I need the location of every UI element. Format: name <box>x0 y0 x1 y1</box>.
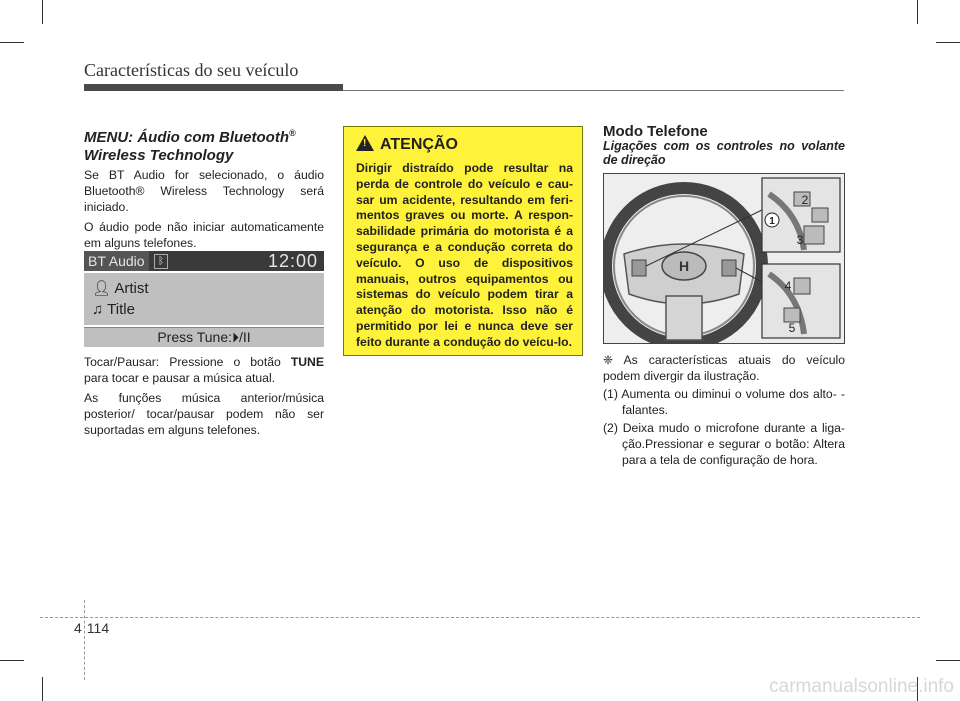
warning-text: Dirigir distraído pode resultar na perda de controle do veículo e cau-sar um acidente, resultando em feri-mentos graves ou morte. A respon-sabilidade primária do motorista é a segurança e a condução correta do veículo. O uso de dispositivos manuais, outros equipamentos ou sistemas do veículo podem tirar a atenção do motorista. Isso não é permitido por lei e nunca deve ser feito durante a condução do veícu-lo. <box>356 161 573 349</box>
page-number-value: 114 <box>86 620 110 636</box>
bluetooth-icon: ᛒ <box>154 254 168 269</box>
crop-mark <box>917 0 918 24</box>
callout-4: 4 <box>784 279 792 293</box>
title-label: Title <box>107 301 135 318</box>
callout-2: 2 <box>801 193 809 207</box>
press-tune-hint: Press Tune:⏵/II <box>84 327 324 347</box>
tune-paragraph <box>84 354 324 386</box>
note-item-1: (1) Aumenta ou diminui o volume dos alto- -falantes. <box>603 387 845 417</box>
tune-text-prefix: Tocar/Pausar: Pressione o botão <box>84 355 291 369</box>
bt-audio-label: BT Audio <box>84 251 149 271</box>
intro-paragraph: Se BT Audio for selecionado, o áudio Bluetooth® Wireless Technology será iniciado. <box>84 168 324 214</box>
screen-status-bar <box>84 251 324 271</box>
svg-text:H: H <box>678 258 690 274</box>
phone-mode-title: Modo Telefone <box>603 123 708 140</box>
phone-mode-subtitle: Ligações com os controles no volante de direção <box>603 139 845 167</box>
steering-wheel-illustration <box>603 173 845 344</box>
music-note-icon: ♫ <box>92 301 104 318</box>
clock-time: 12:00 <box>267 251 318 271</box>
registered-mark: ® <box>288 128 296 138</box>
warning-triangle-icon: ! <box>356 135 374 151</box>
header-rule <box>84 84 343 91</box>
footer-vertical-rule <box>84 600 85 680</box>
tune-bold: TUNE <box>290 355 324 369</box>
warning-heading-text: ATENÇÃO <box>380 136 458 153</box>
crop-mark <box>42 0 43 24</box>
intro-paragraph: O áudio pode não iniciar automaticamente em alguns telefones. <box>84 220 324 250</box>
footer-rule <box>40 617 920 618</box>
header-rule-thin <box>343 90 844 91</box>
callout-1: 1 <box>769 216 775 227</box>
warning-box <box>343 126 583 356</box>
body-text <box>84 354 324 442</box>
steering-wheel-drawing <box>604 174 844 343</box>
crop-mark <box>936 660 960 661</box>
page-number <box>74 620 109 636</box>
person-icon: 👤︎ <box>92 280 112 297</box>
artist-row <box>92 279 149 297</box>
crop-mark <box>0 660 24 661</box>
callout-5: 5 <box>788 321 796 335</box>
section-title <box>84 124 329 165</box>
chapter-number: 4 <box>74 620 82 636</box>
support-paragraph: As funções música anterior/música posterior/ tocar/pausar podem não ser suportadas em alguns telefones. <box>84 391 324 437</box>
watermark: carmanualsonline.info <box>769 676 954 697</box>
tune-text-suffix: para tocar e pausar a música atual. <box>84 371 276 385</box>
section-title-line1: MENU: Áudio com Bluetooth <box>84 129 289 146</box>
artist-label: Artist <box>114 280 149 297</box>
note-item-2: (2) Deixa mudo o microfone durante a liga- ção.Pressionar e segurar o botão: Altera para a tela de configuração de hora. <box>603 421 845 467</box>
section-title-line2: Wireless Technology <box>84 147 234 164</box>
title-row <box>92 301 135 318</box>
callout-3: 3 <box>796 233 804 247</box>
page-header-title: Características do seu veículo <box>84 60 299 80</box>
intro-text <box>84 167 324 255</box>
warning-heading <box>356 135 458 154</box>
crop-mark <box>936 42 960 43</box>
bt-audio-screen <box>84 251 324 346</box>
screen-body <box>84 273 324 325</box>
crop-mark <box>42 677 43 701</box>
illustration-note: ❈ As características atuais do veículo podem divergir da ilustração. <box>603 353 845 383</box>
crop-mark <box>0 42 24 43</box>
phone-notes <box>603 352 845 470</box>
